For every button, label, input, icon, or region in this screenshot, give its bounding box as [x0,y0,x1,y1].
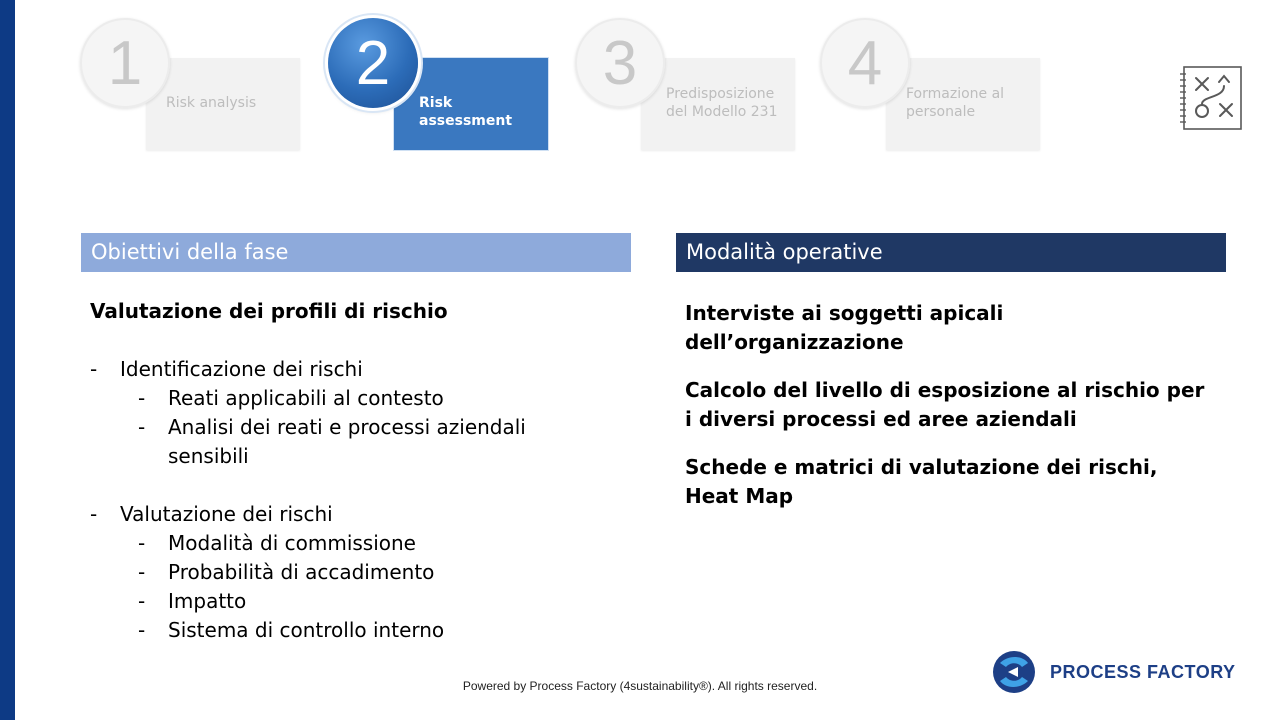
list-item: - Reati applicabili al contesto [90,384,630,413]
left-accent-bar [0,0,15,720]
list-item: Schede e matrici di valutazione dei rischi, Heat Map [685,455,1158,508]
objectives-title: Valutazione dei profili di rischio [90,299,448,323]
step-3-number: 3 [602,29,638,98]
step-1-number: 1 [107,29,143,98]
process-factory-logo-mark [988,649,1042,695]
step-4[interactable] [820,18,1050,153]
step-3-label: Predisposizione del Modello 231 [666,86,778,120]
step-2-label: Risk assessment [419,95,513,129]
objectives-content [90,297,630,645]
operating-modes-content [685,299,1215,530]
step-1-label: Risk analysis [166,95,257,111]
list-item: - Modalità di commissione [90,529,630,558]
list-item: - Probabilità di accadimento [90,558,630,587]
list-item: Calcolo del livello di esposizione al rischio per i diversi processi ed aree aziendali [685,378,1205,431]
process-factory-logo [988,649,1248,695]
step-3[interactable] [575,18,805,153]
list-item: - Analisi dei reati e processi aziendali sensibili [90,413,568,471]
step-4-label: Formazione al personale [906,86,1005,120]
step-2[interactable] [328,18,558,153]
logo-text: PROCESS FACTORY [1050,662,1236,682]
objectives-header: Obiettivi della fase [81,233,631,272]
step-4-number: 4 [847,29,883,98]
list-item: Interviste ai soggetti apicali dell’organizzazione [685,301,1004,354]
step-2-number: 2 [355,29,391,98]
list-item: - Valutazione dei rischi [90,500,630,529]
operating-modes-header: Modalità operative [676,233,1226,272]
list-item: - Impatto [90,587,630,616]
footer-copyright: Powered by Process Factory (4sustainability®). All rights reserved. [462,679,818,693]
step-1[interactable] [80,18,310,153]
list-item: - Sistema di controllo interno [90,616,630,645]
list-item: - Identificazione dei rischi [90,355,630,384]
tactics-board-icon [1178,64,1244,132]
